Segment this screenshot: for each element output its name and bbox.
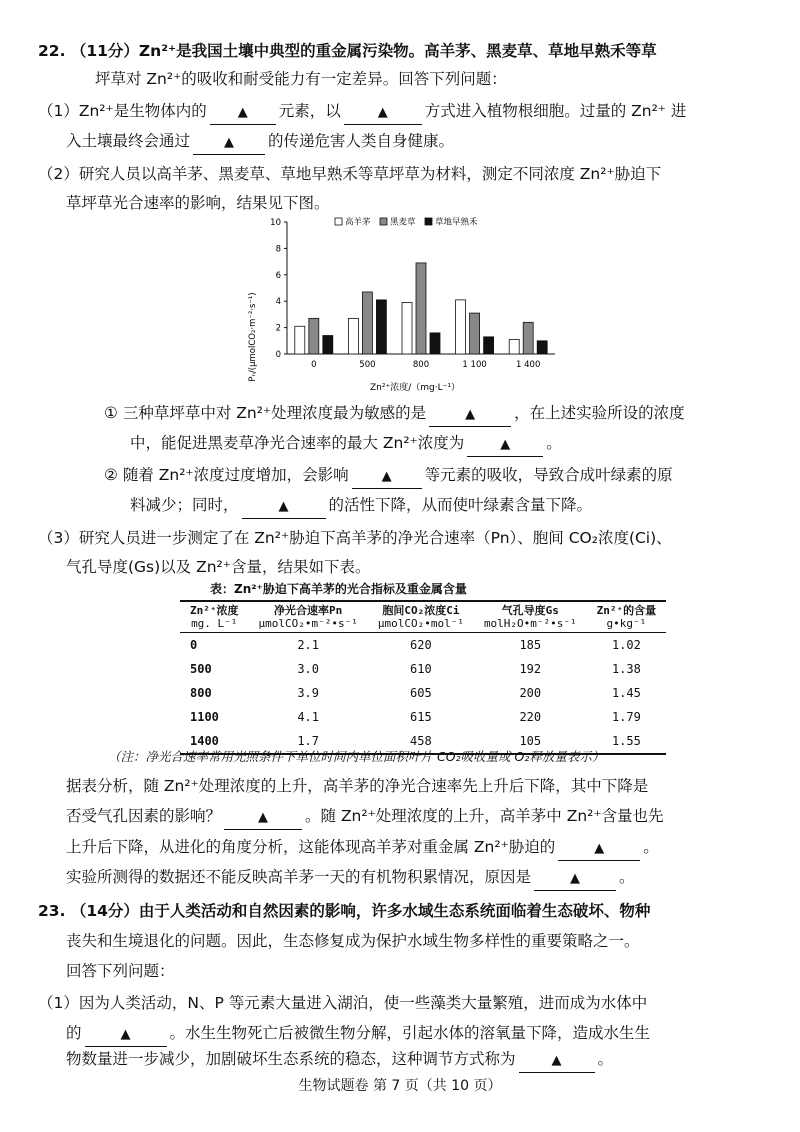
q22-part3-text3: 上升后下降，从进化的角度分析，这能体现高羊茅对重金属 Zn²⁺胁迫的 ▲ 。 (66, 836, 659, 861)
table-header-cell: 净光合速率Pn μmolCO₂•m⁻²•s⁻¹ (249, 601, 368, 633)
table-cell: 4.1 (297, 710, 320, 724)
legend-label: 黑麦草 (390, 217, 416, 228)
table-cell: 1.7 (249, 729, 368, 754)
x-tick-label: 500 (359, 360, 376, 370)
table-cell: 200 (519, 686, 542, 700)
q22-part3-text1: 据表分析，随 Zn²⁺处理浓度的上升，高羊茅的净光合速率先上升后下降，其中下降是 (66, 777, 649, 795)
legend-swatch (425, 218, 432, 225)
table-title: 表：Zn²⁺胁迫下高羊茅的光合指标及重金属含量 (210, 582, 467, 596)
table-cell: 1.02 (611, 638, 641, 652)
table-cell: 458 (368, 729, 474, 754)
bar-草地早熟禾 (376, 300, 386, 354)
table-row (180, 681, 666, 705)
y-tick-label: 6 (275, 270, 281, 281)
q22-part3-text4: 实验所测得的数据还不能反映高羊茅一天的有机物积累情况，原因是 ▲ 。 (66, 866, 635, 891)
q23-header: 23. （14分）由于人类活动和自然因素的影响，许多水域生态系统面临着生态破坏、物种 (38, 902, 651, 920)
y-tick-label: 0 (275, 350, 281, 360)
table-cell: 3.0 (297, 662, 320, 676)
table-header-cell: 气孔导度Gs molH₂O•m⁻²•s⁻¹ (474, 601, 587, 633)
table-cell: 3.9 (297, 686, 320, 700)
answer-blank[interactable]: ▲ (224, 805, 302, 830)
bar-黑麦草 (416, 263, 426, 354)
table-cell: 1.45 (611, 686, 641, 700)
photosynthesis-bar-chart (235, 212, 565, 397)
table-cell: 1100 (190, 710, 219, 724)
bar-草地早熟禾 (537, 341, 547, 354)
x-tick-label: 1 400 (516, 360, 541, 370)
table-cell: 610 (410, 662, 432, 676)
table-cell: 605 (410, 686, 432, 700)
answer-blank[interactable]: ▲ (352, 464, 422, 489)
bar-草地早熟禾 (484, 337, 494, 354)
bar-黑麦草 (470, 313, 480, 354)
q22-part2-line1: （2）研究人员以高羊茅、黑麦草、草地早熟禾等草坪草为材料，测定不同浓度 Zn²⁺胁迫下 (38, 165, 662, 183)
legend-swatch (380, 218, 387, 225)
q23-part1-line3: 物数量进一步减少，加剧破坏生态系统的稳态，这种调节方式称为 ▲ 。 (66, 1048, 613, 1073)
bar-黑麦草 (523, 322, 533, 354)
table-cell: 615 (410, 710, 432, 724)
q22-part3-line2: 气孔导度(Gs)以及 Zn²⁺含量，结果如下表。 (66, 558, 371, 576)
y-tick-label: 4 (275, 297, 281, 308)
chart-ylabel: Pₙ/(μmolCO₂·m⁻²·s⁻¹) (248, 292, 258, 382)
answer-blank[interactable]: ▲ (558, 836, 640, 861)
bar-高羊茅 (456, 300, 466, 354)
table-cell: 620 (410, 638, 432, 652)
table-cell: 105 (474, 729, 587, 754)
bar-黑麦草 (362, 292, 372, 354)
table-note: （注：净光合速率常用光照条件下单位时间内单位面积叶片 CO₂吸收量或 O₂释放量表示） (108, 749, 605, 764)
bar-黑麦草 (309, 318, 319, 354)
y-tick-label: 8 (275, 244, 281, 255)
y-tick-label: 10 (270, 218, 281, 228)
answer-blank[interactable]: ▲ (242, 494, 326, 519)
table-cell: 1.38 (611, 662, 641, 676)
x-tick-label: 800 (412, 360, 430, 370)
table-cell: 192 (519, 662, 542, 676)
page-footer: 生物试题卷 第 7 页（共 10 页） (298, 1078, 502, 1094)
x-tick-label: 1 100 (462, 360, 487, 370)
q22-part3-text2: 否受气孔因素的影响？ ▲ 。随 Zn²⁺处理浓度的上升，高羊茅中 Zn²⁺含量也先 (66, 805, 664, 830)
legend-label: 高羊茅 (345, 217, 371, 228)
table-header-cell: Zn²⁺浓度 mg. L⁻¹ (180, 601, 249, 633)
table-cell: 1400 (180, 729, 249, 754)
bar-高羊茅 (348, 318, 358, 354)
q22-part2-line2: 草坪草光合速率的影响，结果见下图。 (66, 194, 330, 212)
y-tick-label: 2 (275, 323, 281, 334)
chart-xlabel: Zn²⁺浓度/（mg·L⁻¹） (370, 383, 460, 393)
answer-blank[interactable]: ▲ (210, 100, 276, 125)
answer-blank[interactable]: ▲ (429, 402, 511, 427)
q22-sub2-line1: ② 随着 Zn²⁺浓度过度增加，会影响 ▲ 等元素的吸收，导致合成叶绿素的原 (104, 464, 673, 489)
answer-blank[interactable]: ▲ (193, 130, 265, 155)
table-header-cell: 胞间CO₂浓度Ci μmolCO₂•mol⁻¹ (368, 601, 474, 633)
answer-blank[interactable]: ▲ (534, 866, 616, 891)
bar-高羊茅 (509, 339, 519, 354)
bar-草地早熟禾 (323, 336, 333, 354)
table-cell: 0 (190, 638, 198, 652)
answer-blank[interactable]: ▲ (85, 1022, 167, 1047)
q22-sub1-line1: ① 三种草坪草中对 Zn²⁺处理浓度最为敏感的是 ▲ ，在上述实验所设的浓度 (104, 402, 685, 427)
answer-blank[interactable]: ▲ (344, 100, 422, 125)
q23-header-2: 丧失和生境退化的问题。因此，生态修复成为保护水域生物多样性的重要策略之一。 (66, 932, 640, 950)
table-cell: 2.1 (297, 638, 320, 652)
q22-sub2-line2: 料减少；同时， ▲ 的活性下降，从而使叶绿素含量下降。 (130, 494, 592, 519)
table-cell: 185 (519, 638, 542, 652)
q22-part1-line2: 入土壤最终会通过 ▲ 的传递危害人类自身健康。 (66, 130, 454, 155)
bar-草地早熟禾 (430, 333, 440, 354)
answer-blank[interactable]: ▲ (519, 1048, 595, 1073)
table-cell: 220 (519, 710, 542, 724)
table-cell: 1.55 (587, 729, 667, 754)
table-row (180, 633, 666, 658)
table-cell: 800 (190, 686, 212, 700)
q23-part1-line1: （1）因为人类活动，N、P 等元素大量进入湖泊，使一些藻类大量繁殖，进而成为水体中 (38, 994, 648, 1012)
legend-label: 草地早熟禾 (435, 217, 478, 228)
table-cell: 500 (190, 662, 212, 676)
legend-swatch (335, 218, 342, 225)
bar-高羊茅 (295, 326, 305, 354)
table-cell: 1.79 (611, 710, 641, 724)
answer-blank[interactable]: ▲ (467, 432, 543, 457)
table-row (180, 705, 666, 729)
x-tick-label: 0 (311, 360, 317, 370)
table-header-cell: Zn²⁺的含量 g•kg⁻¹ (587, 601, 667, 633)
q22-header-2: 坪草对 Zn²⁺的吸收和耐受能力有一定差异。回答下列问题： (95, 70, 507, 88)
q23-header-3: 回答下列问题： (66, 962, 175, 980)
q22-header: 22. （11分）Zn²⁺是我国土壤中典型的重金属污染物。高羊茅、黑麦草、草地早熟禾等草 (38, 42, 657, 60)
q22-part1-line1: （1）Zn²⁺是生物体内的 ▲ 元素，以 ▲ 方式进入植物根细胞。过量的 Zn²⁺ 进 (38, 100, 686, 125)
photosynthesis-table (180, 600, 666, 755)
bar-高羊茅 (402, 303, 412, 354)
table-row (180, 657, 666, 681)
q22-part3-line1: （3）研究人员进一步测定了在 Zn²⁺胁迫下高羊茅的净光合速率（Pn）、胞间 CO₂浓度(Ci)、 (38, 529, 672, 547)
q23-part1-line2: 的 ▲ 。水生生物死亡后被微生物分解，引起水体的溶氧量下降，造成水生生 (66, 1022, 650, 1047)
q22-sub1-line2: 中，能促进黑麦草净光合速率的最大 Zn²⁺浓度为 ▲ 。 (130, 432, 562, 457)
